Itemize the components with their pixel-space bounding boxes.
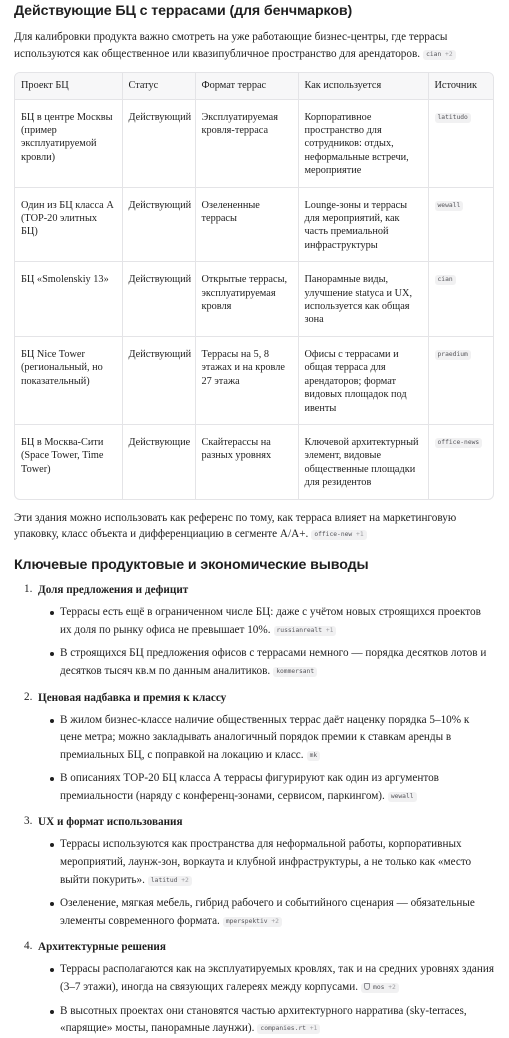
item-title: Архитектурные решения: [38, 941, 166, 954]
source-tag-name: russianrealt: [276, 626, 323, 634]
bullet-item: [38, 961, 494, 996]
table-cell-source: [428, 424, 493, 498]
bullet-item: [38, 770, 494, 805]
item-title: UX и формат использования: [38, 816, 183, 829]
source-tag-name: mk: [309, 751, 318, 759]
table-cell-project: БЦ в Москва-Сити (Space Tower, Time Tower): [15, 424, 122, 498]
conclusion-item: [14, 813, 494, 930]
source-tag[interactable]: [388, 792, 417, 802]
bullet-list: [38, 604, 494, 680]
table-cell-status: Действующие: [122, 424, 195, 498]
source-tag-count: +2: [181, 876, 189, 884]
bullet-item: [38, 645, 494, 680]
benchmark-table: [14, 72, 494, 500]
bullet-text: Террасы используются как пространства для неформальной работы, корпоративных мероприятий, лаунж-зон, воркаута и клубной инфраструктуры, а не только как «место выйти покурить».: [60, 838, 472, 886]
bullet-item: [38, 1003, 494, 1038]
bullet-item: [38, 604, 494, 639]
item-number: 4.: [24, 940, 33, 953]
source-tag-name: wewall: [390, 792, 414, 800]
source-tag[interactable]: [361, 983, 399, 993]
bullet-text: В описаниях ТОР-20 БЦ класса А террасы фигурируют как один из аргументов премиальности (наряду с конференц-зонами, сервисом, паркингом).: [60, 772, 439, 802]
table-cell-usage: Панорамные виды, улучшение statyca и UX, используется как общая зона: [298, 262, 428, 337]
source-tag[interactable]: [274, 626, 337, 636]
conclusion-item: [14, 581, 494, 680]
column-header: Формат террас: [195, 73, 298, 100]
table-cell-status: Действующий: [122, 262, 195, 337]
source-tag-count: +1: [325, 626, 334, 634]
item-number: 3.: [24, 815, 33, 828]
section-title-conclusions: Ключевые продуктовые и экономические выводы: [14, 557, 369, 574]
table-cell-format: Озелененные террасы: [195, 187, 298, 262]
table-cell-usage: Офисы с террасами и общая терраса для арендаторов; формат видовых площадок под ивенты: [298, 336, 428, 424]
column-header: Статус: [122, 73, 195, 100]
table-cell-source: [428, 262, 493, 337]
source-tag[interactable]: office-news: [435, 438, 483, 448]
conclusion-item: [14, 938, 494, 1037]
after-table-text: Эти здания можно использовать как референс по тому, как терраса влияет на маркетинговую упаковку, класс объекта и дифференциацию в сегменте А/А+.: [14, 511, 457, 541]
source-tag-name: mos: [373, 984, 385, 992]
source-tag[interactable]: praedium: [435, 350, 471, 360]
bullet-text: Террасы есть ещё в ограниченном числе БЦ: даже с учётом новых строящихся проектов их доля по рынку офиса не превышает 10%.: [60, 606, 481, 636]
bullet-text: В строящихся БЦ предложения офисов с террасами немного — порядка десятков лотов и десятков тысяч кв.м по данным аналитиков.: [60, 647, 487, 677]
after-table-paragraph: [14, 510, 494, 544]
column-header: Проект БЦ: [15, 73, 122, 100]
table-cell-status: Действующий: [122, 336, 195, 424]
source-tag[interactable]: cian: [435, 275, 456, 285]
table-cell-format: Открытые террасы, эксплуатируемая кровля: [195, 262, 298, 337]
intro-paragraph: [14, 29, 494, 63]
source-tag-name: mperspektiv: [225, 917, 268, 925]
table-cell-project: БЦ в центре Москвы (пример эксплуатируемой кровли): [15, 99, 122, 187]
source-tag[interactable]: [307, 751, 321, 761]
source-tag-name: latitud: [150, 876, 178, 884]
table-cell-source: [428, 336, 493, 424]
bullet-text: В жилом бизнес-классе наличие общественных террас даёт наценку порядка 5–10% к цене метра; можно закладывать аналогичный порядок премии к ставкам аренды в премиальных БЦ, с поправкой на локацию и класс.: [60, 713, 470, 761]
table-cell-source: [428, 187, 493, 262]
section-title-benchmarks: Действующие БЦ с террасами (для бенчмарков): [14, 3, 353, 19]
bullet-item: [38, 895, 494, 930]
table-cell-project: БЦ «Smolenskiy 13»: [15, 262, 122, 337]
source-tag[interactable]: wewall: [435, 201, 464, 211]
table-row: [15, 424, 493, 498]
table-cell-status: Действующий: [122, 99, 195, 187]
table-cell-usage: Корпоративное пространство для сотрудников: отдых, неформальные встречи, мероприятие: [298, 99, 428, 187]
intro-text: Для калибровки продукта важно смотреть на уже работающие бизнес-центры, где террасы используются как общественное или квазипубличное пространство для арендаторов.: [14, 31, 448, 60]
bullet-list: [38, 712, 494, 806]
source-tag[interactable]: [273, 667, 317, 677]
table-cell-usage: Ключевой архитектурный элемент, видовые общественные площадки для резидентов: [298, 424, 428, 498]
source-tag-after[interactable]: office-new +1: [311, 530, 366, 540]
bullet-list: [38, 836, 494, 930]
source-tag-count: +2: [388, 984, 396, 992]
table-cell-format: Террасы на 5, 8 этажах и на кровле 27 этажа: [195, 336, 298, 424]
source-tag[interactable]: [223, 917, 282, 927]
table-cell-usage: Lounge-зоны и террасы для мероприятий, как часть премиальной инфраструктуры: [298, 187, 428, 262]
item-title: Доля предложения и дефицит: [38, 584, 189, 597]
bullet-item: [38, 836, 494, 889]
bullet-item: [38, 712, 494, 765]
table-header-row: [15, 73, 493, 100]
source-tag-name: kommersant: [276, 667, 315, 675]
source-tag[interactable]: [148, 876, 192, 886]
bullet-text: Террасы располагаются как на эксплуатируемых кровлях, так и на средних уровнях здания (3–7 этажи), иногда на связующих галереях между корпусами.: [60, 963, 495, 994]
table-cell-project: Один из БЦ класса А (ТОР-20 элитных БЦ): [15, 187, 122, 262]
table-cell-source: [428, 99, 493, 187]
item-number: 1.: [24, 583, 33, 596]
table-cell-format: Скайтерассы на разных уровнях: [195, 424, 298, 498]
column-header: Как используется: [298, 73, 428, 100]
column-header: Источник: [428, 73, 493, 100]
table-cell-format: Эксплуатируемая кровля-терраса: [195, 99, 298, 187]
bullet-text: Озеленение, мягкая мебель, гибрид рабочего и событийного сценария — обязательные элементы современного формата.: [60, 897, 475, 927]
table-row: [15, 99, 493, 187]
table-row: [15, 262, 493, 337]
bullet-text: В высотных проектах они становятся частью архитектурного нарратива (sky-terraces, «парящие» мосты, панорамные лаунжи).: [60, 1004, 467, 1035]
source-tag-count: +2: [271, 917, 279, 925]
source-tag-count: +1: [309, 1025, 318, 1033]
item-number: 2.: [24, 690, 33, 703]
source-tag-intro[interactable]: cian +2: [423, 50, 456, 60]
table-cell-status: Действующий: [122, 187, 195, 262]
shield-icon: [364, 983, 370, 990]
bullet-list: [38, 961, 494, 1037]
source-tag[interactable]: [257, 1024, 320, 1034]
table-cell-project: БЦ Nice Tower (региональный, но показательный): [15, 336, 122, 424]
source-tag[interactable]: latitudo: [435, 113, 471, 123]
conclusions-list: [14, 581, 494, 1038]
table-row: [15, 336, 493, 424]
item-title: Ценовая надбавка и премия к классу: [38, 691, 227, 704]
source-tag-name: companies.rt: [260, 1025, 306, 1033]
conclusion-item: [14, 689, 494, 806]
table-row: [15, 187, 493, 262]
